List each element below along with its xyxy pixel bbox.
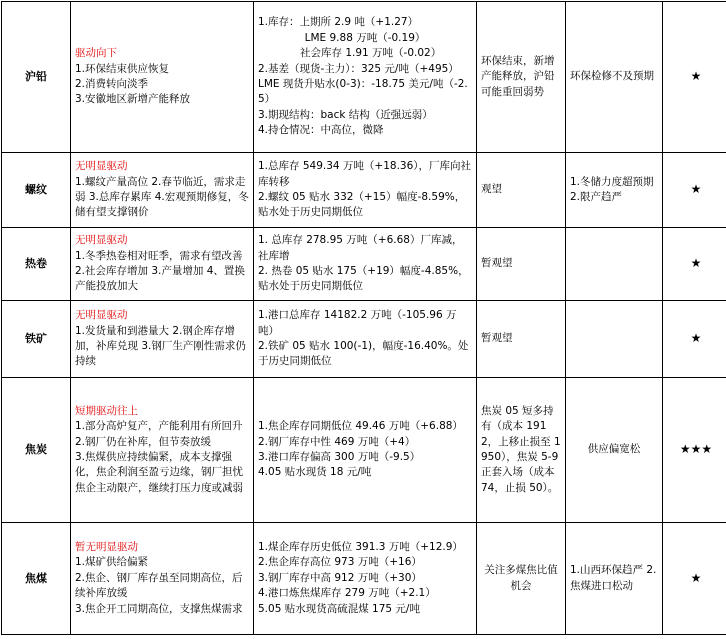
data-line: 2.钢厂库存中性 469 万吨（+4） [258,435,472,450]
data-line: 2.铁矿 05 贴水 100(-1)，幅度-16.40%。处于历史同期低位 [258,339,472,370]
view-cell: 关注多煤焦比值机会 [477,523,566,635]
commodity-name: 焦炭 [2,378,71,523]
data-line: 4.05 贴水现货 18 元/吨 [258,465,472,480]
commodity-name: 沪铅 [2,2,71,153]
driver-cell [71,378,254,523]
view-cell: 观望 [477,153,566,228]
data-line: 1. 总库存 278.95 万吨（+6.68）厂库减，社库增 [258,233,472,264]
rating-stars: ★ [663,523,726,635]
view-cell: 暂观望 [477,301,566,378]
risk-cell: 1.冬储力度超预期 2.限产趋严 [566,153,663,228]
view-cell: 环保结束，新增产能释放，沪铅可能重回弱势 [477,2,566,153]
driver-label: 无明显驱动 [75,233,249,248]
driver-line: 2.消费转向淡季 [75,77,249,92]
driver-label: 暂无明显驱动 [75,540,249,555]
risk-cell [566,301,663,378]
driver-line: 1.环保结束供应恢复 [75,62,249,77]
table-row [2,378,726,523]
rating-stars: ★ [663,2,726,153]
data-line: 4.持仓情况：中高位，微降 [258,123,472,138]
driver-line: 3.焦企开工同期高位，支撑焦煤需求 [75,602,249,617]
data-line: 2.基差（现货-主力）：325 元/吨（+495） [258,62,472,77]
data-line: 3.期现结构：back 结构（近强远弱） [258,108,472,123]
driver-line: 3.安徽地区新增产能释放 [75,92,249,107]
data-line: 1.港口总库存 14182.2 万吨（-105.96 万吨） [258,308,472,339]
data-line: 3.钢厂库存中高 912 万吨（+30） [258,571,472,586]
driver-line: 1.发货量和到港量大 2.钢企库存增加，补库兑现 3.钢厂生产刚性需求仍持续 [75,324,249,370]
rating-stars: ★ [663,153,726,228]
commodity-name: 铁矿 [2,301,71,378]
rating-stars: ★ [663,301,726,378]
table-row [2,228,726,301]
driver-line: 1.部分高炉复产，产能利用有所回升 [75,419,249,434]
table-row [2,523,726,635]
data-cell [254,2,477,153]
commodity-name: 热卷 [2,228,71,301]
risk-cell [566,228,663,301]
driver-line: 1.螺纹产量高位 2.春节临近，需求走弱 3.总库存累库 4.宏观预期修复，冬储有望支撑钢价 [75,175,249,221]
risk-cell: 供应偏宽松 [566,378,663,523]
data-line: 1.焦企库存同期低位 49.46 万吨（+6.88） [258,419,472,434]
driver-line: 2.钢厂仍在补库，但节奏放缓 [75,435,249,450]
view-cell: 焦炭 05 短多持有（成本 1912，上移止损至 1950），焦炭 5-9 正套入场（成本 74，止损 50）。 [477,378,566,523]
data-line: 1.煤企库存历史低位 391.3 万吨（+12.9） [258,540,472,555]
driver-label: 无明显驱动 [75,308,249,323]
rating-stars: ★★★ [663,378,726,523]
risk-cell: 1.山西环保趋严 2.焦煤进口松动 [566,523,663,635]
data-line: 1.库存：上期所 2.9 吨（+1.27） [258,15,472,30]
table-row [2,153,726,228]
data-line: 2. 热卷 05 贴水 175（+19）幅度-4.85%，贴水处于历史同期低位 [258,264,472,295]
data-line: 社会库存 1.91 万吨（-0.02） [258,46,472,61]
risk-cell: 环保检修不及预期 [566,2,663,153]
driver-line: 1.冬季热卷相对旺季，需求有望改善 2.社会库存增加 3.产量增加 4、置换产能投放加大 [75,249,249,295]
data-line: 2.焦企库存高位 973 万吨（+16） [258,555,472,570]
data-line: LME 现货升贴水(0-3)：-18.75 美元/吨（-2.5） [258,77,472,108]
data-line: 1.总库存 549.34 万吨（+18.36），厂库向社库转移 [258,159,472,190]
driver-cell [71,2,254,153]
driver-label: 短期驱动往上 [75,404,249,419]
data-line: 3.港口库存偏高 300 万吨（-9.5） [258,450,472,465]
driver-label: 驱动向下 [75,46,249,61]
driver-cell [71,523,254,635]
driver-line: 2.焦企、钢厂库存虽至同期高位，后续补库放缓 [75,571,249,602]
data-line: 4.港口炼焦煤库存 279 万吨（+2.1） [258,586,472,601]
data-cell [254,523,477,635]
data-cell [254,301,477,378]
driver-cell [71,301,254,378]
driver-cell [71,153,254,228]
view-cell: 暂观望 [477,228,566,301]
commodity-name: 螺纹 [2,153,71,228]
table-row [2,2,726,153]
commodity-strategy-table [1,1,726,635]
data-line: 5.05 贴水现货高硫混煤 175 元/吨 [258,602,472,617]
data-cell [254,378,477,523]
table-row [2,301,726,378]
data-line: LME 9.88 万吨（-0.19） [258,31,472,46]
data-cell [254,228,477,301]
data-line: 2.螺纹 05 贴水 332（+15）幅度-8.59%，贴水处于历史同期低位 [258,190,472,221]
driver-line: 3.焦煤供应持续偏紧，成本支撑强化，焦企利润至盈亏边缘，钢厂担忧焦企主动限产，继续打压力度或减弱 [75,450,249,496]
rating-stars: ★ [663,228,726,301]
data-cell [254,153,477,228]
driver-line: 1.煤矿供给偏紧 [75,555,249,570]
commodity-name: 焦煤 [2,523,71,635]
driver-cell [71,228,254,301]
driver-label: 无明显驱动 [75,159,249,174]
